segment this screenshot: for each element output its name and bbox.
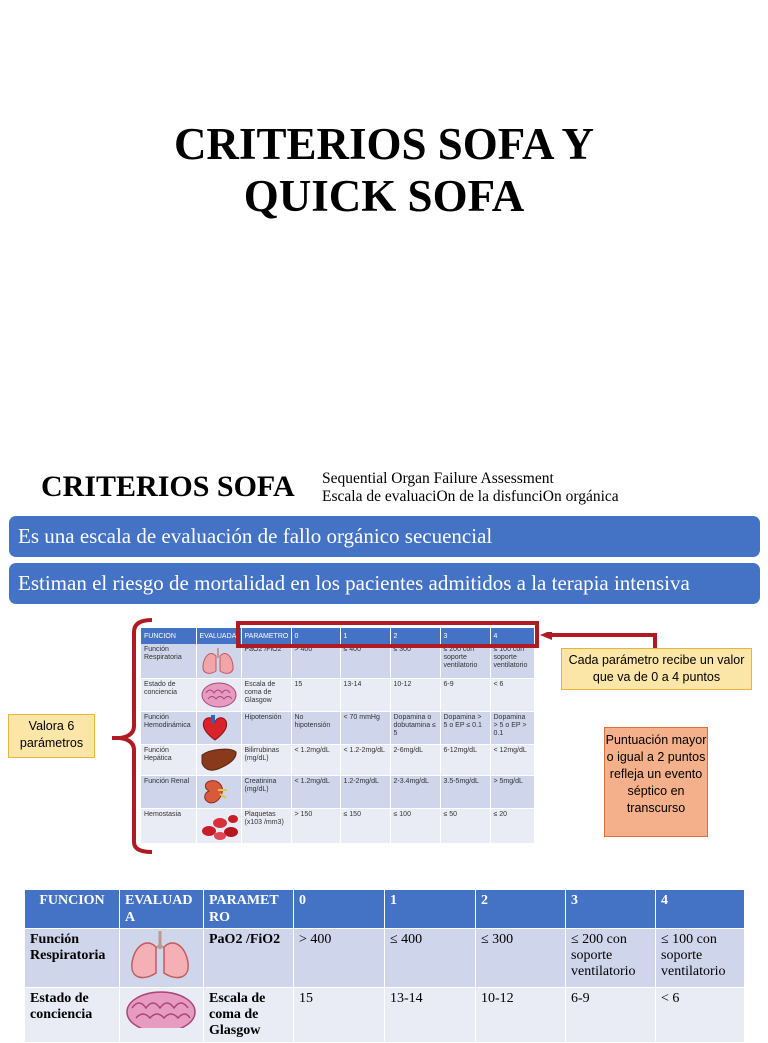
header-score-4: 4 — [656, 890, 745, 929]
title-line-1: CRITERIOS SOFA Y — [173, 119, 595, 169]
mini-cell-icon — [196, 679, 241, 712]
cell-parametro: PaO2 /FiO2 — [204, 929, 294, 988]
heart-icon — [200, 714, 230, 742]
callout-puntuacion: Puntuación mayor o igual a 2 puntos refleja un evento séptico en transcurso — [604, 727, 708, 837]
mini-row-respiratoria — [141, 644, 534, 679]
cell-v2: ≤ 300 — [476, 929, 566, 988]
mini-cell-v4: ≤ 100 con soporte ventilatorio — [490, 644, 534, 679]
mini-cell-v1: ≤ 150 — [340, 809, 390, 844]
mini-cell-funcion: Función Respiratoria — [141, 644, 196, 679]
mini-cell-v4: Dopamina > 5 o EP > 0.1 — [490, 712, 534, 745]
mini-cell-v4: < 12mg/dL — [490, 745, 534, 776]
cell-v0: 15 — [294, 988, 385, 1043]
mini-cell-icon — [196, 745, 241, 776]
subtitle-line-2: Escala de evaluaciOn de la disfunciOn orgánica — [322, 488, 619, 505]
header-score-3: 3 — [566, 890, 656, 929]
mini-cell-v2: ≤ 100 — [390, 809, 440, 844]
cell-v3: 6-9 — [566, 988, 656, 1043]
mini-cell-v4: ≤ 20 — [490, 809, 534, 844]
table-row-respiratoria — [25, 929, 745, 988]
mini-cell-v2: 2-3.4mg/dL — [390, 776, 440, 809]
slide-title — [0, 118, 768, 222]
mini-cell-v2: 2-6mg/dL — [390, 745, 440, 776]
mini-cell-v0: No hipotensión — [291, 712, 340, 745]
cell-v1: ≤ 400 — [385, 929, 476, 988]
mini-cell-v1: < 70 mmHg — [340, 712, 390, 745]
mini-cell-icon — [196, 809, 241, 844]
mini-header-cell: 4 — [490, 628, 534, 644]
mini-row-hemodinamica — [141, 712, 534, 745]
cell-v4: ≤ 100 con soporte ventilatorio — [656, 929, 745, 988]
mini-cell-v2: Dopamina o dobutamina ≤ 5 — [390, 712, 440, 745]
mini-cell-v0: < 1.2mg/dL — [291, 776, 340, 809]
mini-cell-parametro: Creatinina (mg/dL) — [241, 776, 291, 809]
cell-parametro: Escala de coma de Glasgow — [204, 988, 294, 1043]
mini-header-cell: PARAMETRO — [241, 628, 291, 644]
mini-cell-icon — [196, 712, 241, 745]
kidney-icon — [200, 778, 230, 806]
header-score-2: 2 — [476, 890, 566, 929]
info-bar-2: Estiman el riesgo de mortalidad en los pacientes admitidos a la terapia intensiva — [9, 563, 760, 604]
mini-cell-v4: > 5mg/dL — [490, 776, 534, 809]
mini-cell-v3: ≤ 50 — [440, 809, 490, 844]
brain-icon — [200, 681, 238, 709]
mini-cell-parametro: PaO2 /FiO2 — [241, 644, 291, 679]
mini-cell-parametro: Bilirrubinas (mg/dL) — [241, 745, 291, 776]
mini-cell-v1: 13-14 — [340, 679, 390, 712]
mini-cell-parametro: Hipotensión — [241, 712, 291, 745]
mini-header-cell: 0 — [291, 628, 340, 644]
mini-row-hepatica — [141, 745, 534, 776]
sofa-mini-table — [141, 628, 535, 844]
mini-header-cell: 3 — [440, 628, 490, 644]
cell-funcion: Función Respiratoria — [25, 929, 120, 988]
mini-header-cell: 1 — [340, 628, 390, 644]
cell-v2: 10-12 — [476, 988, 566, 1043]
mini-cell-v0: > 150 — [291, 809, 340, 844]
header-parametro: PARAMETRO — [204, 890, 294, 929]
table-header-row — [25, 890, 745, 929]
mini-cell-v4: < 6 — [490, 679, 534, 712]
mini-cell-v1: 1.2-2mg/dL — [340, 776, 390, 809]
section-heading: CRITERIOS SOFA — [41, 470, 295, 503]
header-funcion: FUNCION — [25, 890, 120, 929]
mini-cell-icon — [196, 776, 241, 809]
mini-header-cell: EVALUADA — [196, 628, 241, 644]
brain-icon — [124, 988, 198, 1028]
mini-cell-icon — [196, 644, 241, 679]
mini-row-renal — [141, 776, 534, 809]
header-score-1: 1 — [385, 890, 476, 929]
mini-cell-v3: ≤ 200 con soporte ventilatorio — [440, 644, 490, 679]
mini-cell-funcion: Función Hemodinámica — [141, 712, 196, 745]
info-bar-1: Es una escala de evaluación de fallo orgánico secuencial — [9, 516, 760, 557]
callout-valora: Valora 6 parámetros — [8, 714, 95, 758]
mini-cell-parametro: Escala de coma de Glasgow — [241, 679, 291, 712]
cell-v3: ≤ 200 con soporte ventilatorio — [566, 929, 656, 988]
title-line-2: QUICK SOFA — [243, 171, 525, 221]
mini-cell-v3: 3.5-5mg/dL — [440, 776, 490, 809]
blood-cells-icon — [200, 811, 240, 841]
mini-cell-funcion: Función Hepática — [141, 745, 196, 776]
cell-icon — [120, 929, 204, 988]
mini-cell-v1: ≤ 400 — [340, 644, 390, 679]
mini-cell-parametro: Plaquetas (x103 /mm3) — [241, 809, 291, 844]
mini-cell-funcion: Función Renal — [141, 776, 196, 809]
lungs-icon — [200, 646, 236, 676]
mini-row-hemostasia — [141, 809, 534, 844]
cell-v1: 13-14 — [385, 988, 476, 1043]
mini-cell-funcion: Estado de conciencia — [141, 679, 196, 712]
mini-cell-v1: < 1.2-2mg/dL — [340, 745, 390, 776]
header-evaluada: EVALUADA — [120, 890, 204, 929]
mini-cell-v2: ≤ 300 — [390, 644, 440, 679]
callout-cada-parametro: Cada parámetro recibe un valor que va de 0 a 4 puntos — [561, 648, 752, 690]
cell-v4: < 6 — [656, 988, 745, 1043]
mini-cell-v2: 10-12 — [390, 679, 440, 712]
subtitle-line-1: Sequential Organ Failure Assessment — [322, 470, 554, 487]
cell-v0: > 400 — [294, 929, 385, 988]
sofa-table — [24, 889, 745, 1043]
header-score-0: 0 — [294, 890, 385, 929]
mini-cell-v3: 6-12mg/dL — [440, 745, 490, 776]
mini-cell-v0: > 400 — [291, 644, 340, 679]
mini-cell-v0: < 1.2mg/dL — [291, 745, 340, 776]
section-subtitle — [322, 470, 619, 506]
mini-header-cell: 2 — [390, 628, 440, 644]
lungs-icon — [128, 929, 192, 983]
mini-cell-funcion: Hemostasia — [141, 809, 196, 844]
highlight-box — [236, 621, 539, 648]
cell-icon — [120, 988, 204, 1043]
mini-header-cell: FUNCION — [141, 628, 196, 644]
mini-cell-v3: Dopamina > 5 o EP ≤ 0.1 — [440, 712, 490, 745]
mini-cell-v0: 15 — [291, 679, 340, 712]
mini-row-conciencia — [141, 679, 534, 712]
liver-icon — [200, 747, 238, 773]
cell-funcion: Estado de conciencia — [25, 988, 120, 1043]
mini-cell-v3: 6-9 — [440, 679, 490, 712]
table-row-conciencia — [25, 988, 745, 1043]
